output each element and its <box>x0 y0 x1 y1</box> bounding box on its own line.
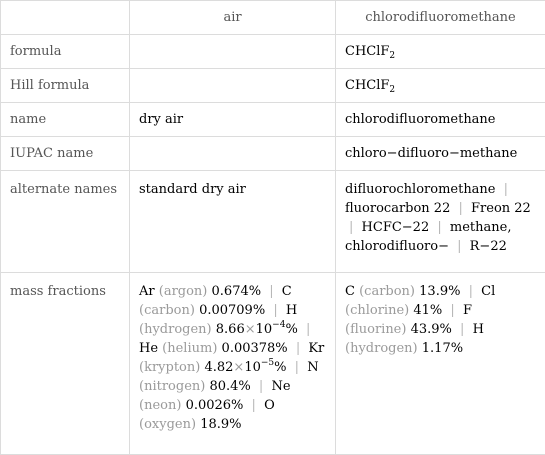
mass-fraction-value: 0.0026% <box>185 398 244 413</box>
separator: | <box>258 379 264 394</box>
alternate-names-cdfm <box>336 171 545 273</box>
mass-fraction-value: 0.00709% <box>199 303 266 318</box>
alternate-name: fluorocarbon 22 <box>345 201 451 216</box>
name-label: name <box>1 103 130 137</box>
element-name: (carbon) <box>359 284 416 299</box>
element-name: (helium) <box>162 341 218 356</box>
mass-fraction-entry <box>139 284 261 299</box>
alternate-name: HCFC−22 <box>361 220 430 235</box>
alternate-name: Freon 22 <box>471 201 531 216</box>
element-symbol: Cl <box>481 284 496 299</box>
element-symbol: He <box>139 341 159 356</box>
iupac-name-air <box>130 137 336 171</box>
hill-formula-label: Hill formula <box>1 69 130 103</box>
mass-fraction-value: 18.9% <box>200 417 242 432</box>
mass-fraction-mantissa: 8.66 <box>215 322 245 337</box>
mass-fraction-entry <box>345 284 460 299</box>
mass-fraction-value: 80.4% <box>209 379 251 394</box>
element-name: (fluorine) <box>345 322 407 337</box>
mass-fraction-value: 0.00378% <box>221 341 288 356</box>
element-symbol: Kr <box>308 341 325 356</box>
element-name: (argon) <box>158 284 208 299</box>
exponent: −5 <box>260 358 275 368</box>
separator: | <box>468 284 473 299</box>
iupac-name-row <box>1 137 545 171</box>
alternate-name: difluorochloromethane <box>345 182 496 197</box>
alternate-name: R−22 <box>469 239 507 254</box>
element-name: (chlorine) <box>345 303 410 318</box>
separator: | <box>437 220 442 235</box>
mass-fraction-mantissa: 4.82 <box>204 360 234 375</box>
formula-cdfm <box>336 35 545 69</box>
separator: | <box>273 303 278 318</box>
separator: | <box>349 220 354 235</box>
element-symbol: N <box>307 360 319 375</box>
element-name: (hydrogen) <box>139 322 212 337</box>
column-header-chlorodifluoromethane: chlorodifluoromethane <box>336 1 545 35</box>
name-air: dry air <box>130 103 336 137</box>
hill-formula-cdfm <box>336 69 545 103</box>
alternate-name: methane, chlorodifluoro− <box>345 220 512 254</box>
element-symbol: F <box>462 303 472 318</box>
hill-formula-text: CHClF <box>345 78 390 93</box>
alternate-names-row <box>1 171 545 273</box>
element-name: (carbon) <box>139 303 195 318</box>
times-sign: × <box>244 322 256 337</box>
mass-fractions-row <box>1 273 545 455</box>
hill-formula-air <box>130 69 336 103</box>
element-name: (neon) <box>139 398 182 413</box>
mass-fraction-value: 43.9% <box>410 322 452 337</box>
element-symbol: C <box>345 284 355 299</box>
name-cdfm: chlorodifluoromethane <box>336 103 545 137</box>
separator: | <box>503 182 509 197</box>
mass-fraction-value: 1.17% <box>421 341 464 356</box>
alternate-names-label: alternate names <box>1 171 130 273</box>
element-symbol: Ne <box>271 379 291 394</box>
separator: | <box>294 360 300 375</box>
formula-label: formula <box>1 35 130 69</box>
element-name: (krypton) <box>139 360 201 375</box>
times-sign: × <box>233 360 245 375</box>
mass-fraction-value: 0.674% <box>211 284 262 299</box>
separator: | <box>269 284 274 299</box>
formula-row <box>1 35 545 69</box>
element-symbol: H <box>472 322 484 337</box>
separator: | <box>458 201 463 216</box>
hill-formula-subscript: 2 <box>389 85 396 95</box>
alternate-name: standard dry air <box>139 182 246 197</box>
name-row <box>1 103 545 137</box>
mass-fractions-label: mass fractions <box>1 273 130 455</box>
separator: | <box>251 398 256 413</box>
separator: | <box>457 239 462 254</box>
corner-cell <box>1 1 130 35</box>
element-symbol: C <box>281 284 292 299</box>
column-header-air: air <box>130 1 336 35</box>
unit: % <box>274 360 287 375</box>
element-symbol: O <box>264 398 275 413</box>
formula-air <box>130 35 336 69</box>
mass-fractions-air <box>130 273 336 455</box>
element-name: (nitrogen) <box>139 379 206 394</box>
exponent-base: 10 <box>255 322 273 337</box>
iupac-name-cdfm: chloro−difluoro−methane <box>336 137 545 171</box>
exponent: −4 <box>272 320 286 330</box>
alternate-names-air <box>130 171 336 273</box>
exponent-base: 10 <box>244 360 261 375</box>
iupac-name-label: IUPAC name <box>1 137 130 171</box>
element-symbol: H <box>285 303 298 318</box>
formula-subscript: 2 <box>389 51 396 61</box>
header-row <box>1 1 545 35</box>
mass-fraction-value: 13.9% <box>419 284 461 299</box>
separator: | <box>460 322 465 337</box>
hill-formula-row <box>1 69 545 103</box>
mass-fraction-entry <box>139 341 288 356</box>
element-name: (hydrogen) <box>345 341 418 356</box>
unit: % <box>285 322 298 337</box>
mass-fraction-value: 41% <box>413 303 443 318</box>
formula-text: CHClF <box>345 44 390 59</box>
element-symbol: Ar <box>139 284 155 299</box>
mass-fractions-cdfm <box>336 273 545 455</box>
separator: | <box>305 322 311 337</box>
separator: | <box>295 341 301 356</box>
separator: | <box>450 303 455 318</box>
element-name: (oxygen) <box>139 417 197 432</box>
